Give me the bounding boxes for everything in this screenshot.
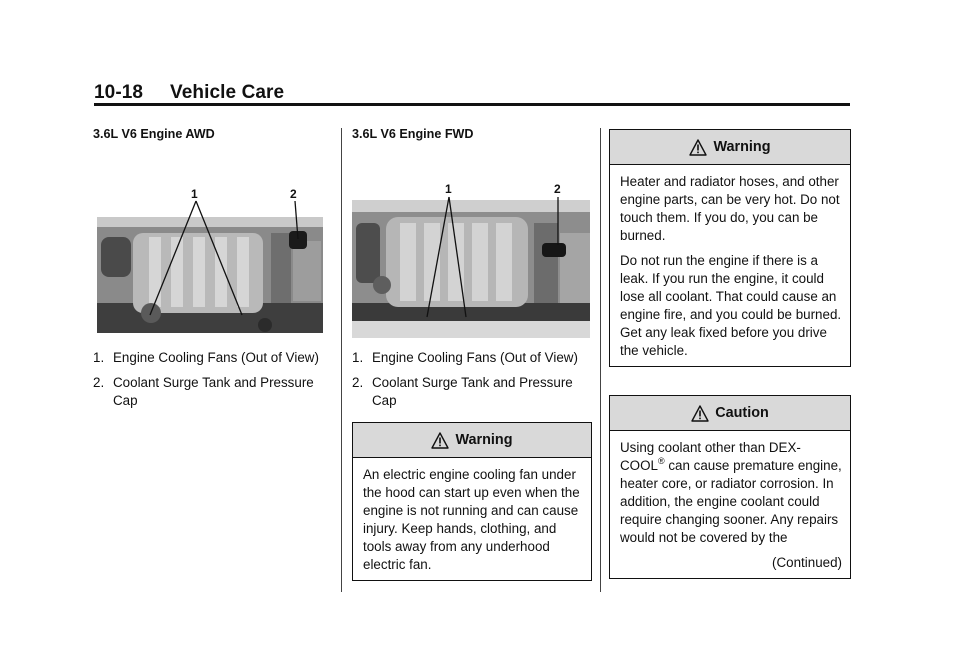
fwd-callout-2: 2 [554, 182, 561, 196]
awd-engine-figure [93, 153, 325, 343]
caution-text-start: Using coolant other than DEX-COOL [620, 440, 801, 473]
list-item [93, 349, 325, 367]
hot-parts-warning-box [609, 129, 851, 367]
list-number: 1. [352, 350, 364, 365]
warning-triangle-icon [431, 432, 449, 449]
warning-body [610, 165, 850, 366]
list-text: Engine Cooling Fans (Out of View) [113, 350, 319, 365]
list-number: 1. [93, 350, 105, 365]
caution-header [610, 396, 850, 431]
right-column [609, 129, 851, 579]
warning-header [353, 423, 591, 458]
fwd-callout-1: 1 [445, 182, 452, 196]
column-divider-right [600, 128, 601, 592]
list-item [352, 349, 592, 367]
coolant-caution-box [609, 395, 851, 579]
list-item [352, 374, 592, 410]
fwd-legend-list [352, 349, 592, 410]
caution-body [610, 431, 850, 578]
list-text: Engine Cooling Fans (Out of View) [372, 350, 578, 365]
warning-text: Do not run the engine if there is a leak. If you run the engine, it could lose all coolant. That could cause an engine fire, and you could be burned. Get any leak fixed before you drive the vehicle. [620, 253, 842, 358]
warning-title: Warning [713, 139, 771, 155]
list-text: Coolant Surge Tank and Pressure Cap [113, 375, 314, 408]
fwd-engine-heading: 3.6L V6 Engine FWD [352, 127, 474, 141]
warning-body [353, 458, 591, 580]
caution-text-rest: can cause premature engine, heater core, or radiator corrosion. In addition, the engine coolant could require changing sooner. Any repairs would not be covered by the [620, 458, 842, 545]
awd-engine-photo [93, 153, 325, 343]
warning-header [610, 130, 850, 165]
caution-text [620, 439, 842, 547]
list-number: 2. [93, 375, 105, 390]
page-number: 10-18 [94, 82, 144, 103]
fan-warning-box [352, 422, 592, 581]
left-column [93, 125, 325, 417]
warning-title: Warning [455, 432, 513, 448]
list-item [93, 374, 325, 410]
list-text: Coolant Surge Tank and Pressure Cap [372, 375, 573, 408]
fwd-engine-figure [352, 153, 592, 343]
registered-mark: ® [657, 455, 665, 466]
list-number: 2. [352, 375, 364, 390]
section-title: Vehicle Care [170, 82, 285, 103]
caution-triangle-icon [691, 405, 709, 422]
awd-callout-2: 2 [290, 187, 297, 201]
warning-triangle-icon [689, 139, 707, 156]
middle-column [352, 125, 592, 581]
column-divider-left [341, 128, 342, 592]
awd-legend-list [93, 349, 325, 410]
caution-title: Caution [715, 405, 769, 421]
warning-text: An electric engine cooling fan under the hood can start up even when the engine is not running and can cause injury. Keep hands, clothing, and tools away from any underhood electric fan. [363, 467, 580, 572]
header-rule [94, 103, 850, 106]
awd-callout-1: 1 [191, 187, 198, 201]
awd-engine-heading: 3.6L V6 Engine AWD [93, 127, 215, 141]
continued-note: (Continued) [772, 555, 842, 570]
warning-text: Heater and radiator hoses, and other engine parts, can be very hot. Do not touch them. If you do, you can be burned. [620, 174, 840, 243]
